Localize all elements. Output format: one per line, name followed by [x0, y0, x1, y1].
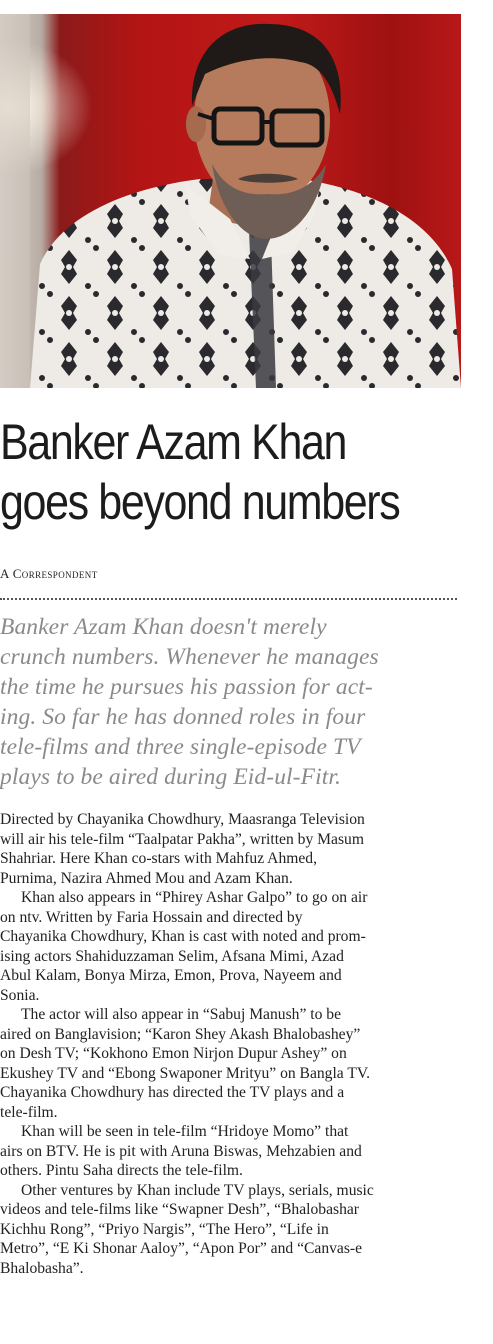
body-line: Bhalobasha”. — [0, 1259, 84, 1277]
article-body — [0, 810, 470, 1278]
body-line: Chayanika Chowdhury, Khan is cast with noted and prom- — [0, 928, 366, 945]
headline — [0, 412, 404, 532]
body-line: ising actors Shahiduzzaman Selim, Afsana Mimi, Azad — [0, 947, 344, 965]
dotted-divider — [0, 598, 457, 600]
byline: A Correspondent — [0, 566, 98, 581]
standfirst-line: plays to be aired during Eid-ul-Fitr. — [0, 764, 341, 790]
body-line: Shahriar. Here Khan co-stars with Mahfuz Ahmed, — [0, 850, 317, 867]
body-line: others. Pintu Saha directs the tele-film. — [0, 1162, 243, 1179]
body-line: Ekushey TV and “Ebong Swaponer Mrityu” on Bangla TV. — [0, 1064, 371, 1082]
body-line: on ntv. Written by Faria Hossain and directed by — [0, 908, 303, 926]
article-photo — [0, 14, 461, 388]
body-line: Other ventures by Khan include TV plays, serials, music — [21, 1181, 374, 1199]
standfirst — [0, 612, 460, 792]
body-line: Metro”, “E Ki Shonar Aaloy”, “Apon Por” and “Canvas-e — [0, 1240, 363, 1257]
body-line: Abul Kalam, Bonya Mirza, Emon, Prova, Nayeem and — [0, 967, 342, 984]
standfirst-line: the time he pursues his passion for act- — [0, 674, 373, 700]
body-line: The actor will also appear in “Sabuj Manush” to be — [21, 1006, 342, 1023]
body-line: Khan will be seen in tele-film “Hridoye Momo” that — [21, 1123, 349, 1140]
body-line: Directed by Chayanika Chowdhury, Maasranga Television — [0, 811, 365, 828]
portrait-image — [0, 14, 461, 388]
body-line: Chayanika Chowdhury has directed the TV plays and a — [0, 1084, 345, 1101]
body-line: aired on Banglavision; “Karon Shey Akash Bhalobashey” — [0, 1025, 361, 1043]
body-line: will air his tele-film “Taalpatar Pakha”, written by Masum — [0, 830, 364, 848]
headline-line: goes beyond numbers — [0, 474, 400, 530]
body-line: tele-film. — [0, 1103, 58, 1121]
standfirst-line: crunch numbers. Whenever he manages — [0, 644, 379, 670]
body-line: airs on BTV. He is pit with Aruna Biswas, Mehzabien and — [0, 1142, 362, 1160]
headline-line: Banker Azam Khan — [0, 414, 347, 470]
body-line: Purnima, Nazira Ahmed Mou and Azam Khan. — [0, 869, 293, 887]
body-line: Kichhu Rong”, “Priyo Nargis”, “The Hero”, “Life in — [0, 1220, 329, 1238]
standfirst-line: ing. So far he has donned roles in four — [0, 704, 366, 730]
body-line: Khan also appears in “Phirey Ashar Galpo” to go on air — [21, 889, 368, 906]
body-line: on Desh TV; “Kokhono Emon Nirjon Dupur Ashey” on — [0, 1045, 347, 1062]
standfirst-line: tele-films and three single-episode TV — [0, 734, 361, 760]
body-line: videos and tele-films like “Swapner Desh”, “Bhalobashar — [0, 1201, 359, 1218]
standfirst-line: Banker Azam Khan doesn't merely — [0, 614, 327, 640]
body-line: Sonia. — [0, 986, 40, 1004]
